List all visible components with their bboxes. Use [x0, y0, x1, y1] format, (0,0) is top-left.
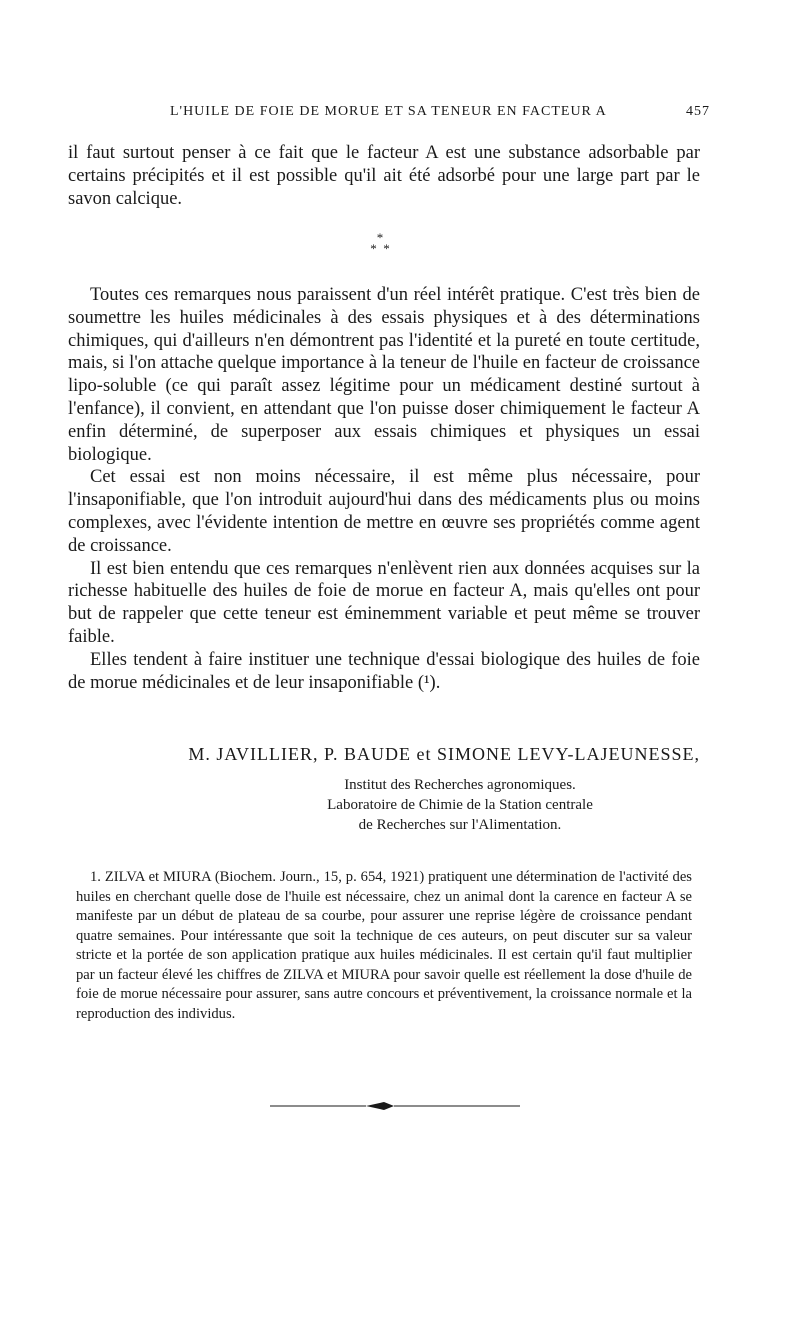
author-signature: M. JAVILLIER, P. BAUDE et SIMONE LEVY-LAJEUNESSE,	[188, 744, 700, 764]
running-header	[70, 104, 710, 128]
affiliation-line: de Recherches sur l'Alimentation.	[358, 817, 562, 833]
paragraph: Cet essai est non moins nécessaire, il est même plus nécessaire, pour l'insaponifiable, que l'on introduit aujourd'hui dans des médicaments plus ou moins complexes, avec l'évidente intention de mettre en œuvre ses propriétés comme agent de croissance.	[68, 467, 700, 556]
footnote	[76, 868, 692, 1024]
page-number: 457	[686, 104, 710, 119]
affiliation-line: Institut des Recherches agronomiques.	[344, 777, 576, 793]
paragraph: Elles tendent à faire instituer une technique d'essai biologique des huiles de foie de morue médicinales et de leur insaponifiable (¹).	[68, 649, 700, 693]
asterism-separator: * * *	[370, 230, 390, 256]
body-text-top	[68, 142, 700, 210]
affiliation-line: Laboratoire de Chimie de la Station centrale	[327, 797, 593, 813]
paragraph: Il est bien entendu que ces remarques n'enlèvent rien aux données acquises sur la richesse habituelle des huiles de foie de morue en facteur A, mais qu'elles ont pour but de rappeler que cette teneur est éminemment variable et peut même se trouver faible.	[68, 558, 700, 647]
paragraph: Toutes ces remarques nous paraissent d'un réel intérêt pratique. C'est très bien de soumettre les huiles médicinales à des essais physiques et à des déterminations chimiques, qui d'ailleurs n'en démontrent pas l'identité et la pureté en toute certitude, mais, si l'on attache quelque importance à la teneur de l'huile en facteur de croissance lipo-soluble (ce qui paraît assez légitime pour un médicament destiné surtout à l'enfance), il convient, en attendant que l'on puisse doser chimiquement le facteur A enfin déterminé, de superposer aux essais chimiques et physiques un essai biologique.	[68, 285, 700, 465]
affiliation-block	[240, 775, 680, 835]
paragraph-continuation: il faut surtout penser à ce fait que le facteur A est une substance adsorbable par certains précipités et il est possible qu'il ait été adsorbé pour une large part par le savon calcique.	[68, 143, 700, 209]
footnote-text: 1. ZILVA et MIURA (Biochem. Journ., 15, p. 654, 1921) pratiquent une détermination de l'activité des huiles en cherchant quelle dose de l'huile est nécessaire, chez un animal dont la carence en facteur A se manifeste par un début de plateau de sa courbe, pour assurer une reprise légère de croissance pendant quatre semaines. Pour intéressante que soit la technique de ces auteurs, on peut discuter sur sa valeur stricte et la portée de son application pratique aux huiles médicinales. Il est certain qu'il faut multiplier par un facteur élevé les chiffres de ZILVA et MIURA pour savoir quelle est réellement la dose d'huile de foie de morue nécessaire pour assurer, sans autre concours et préventivement, la croissance normale et la reproduction des individus.	[76, 869, 692, 1022]
end-fleuron-ornament	[270, 1096, 520, 1116]
body-text-main	[68, 284, 700, 694]
running-title: L'HUILE DE FOIE DE MORUE ET SA TENEUR EN FACTEUR A	[170, 104, 607, 119]
